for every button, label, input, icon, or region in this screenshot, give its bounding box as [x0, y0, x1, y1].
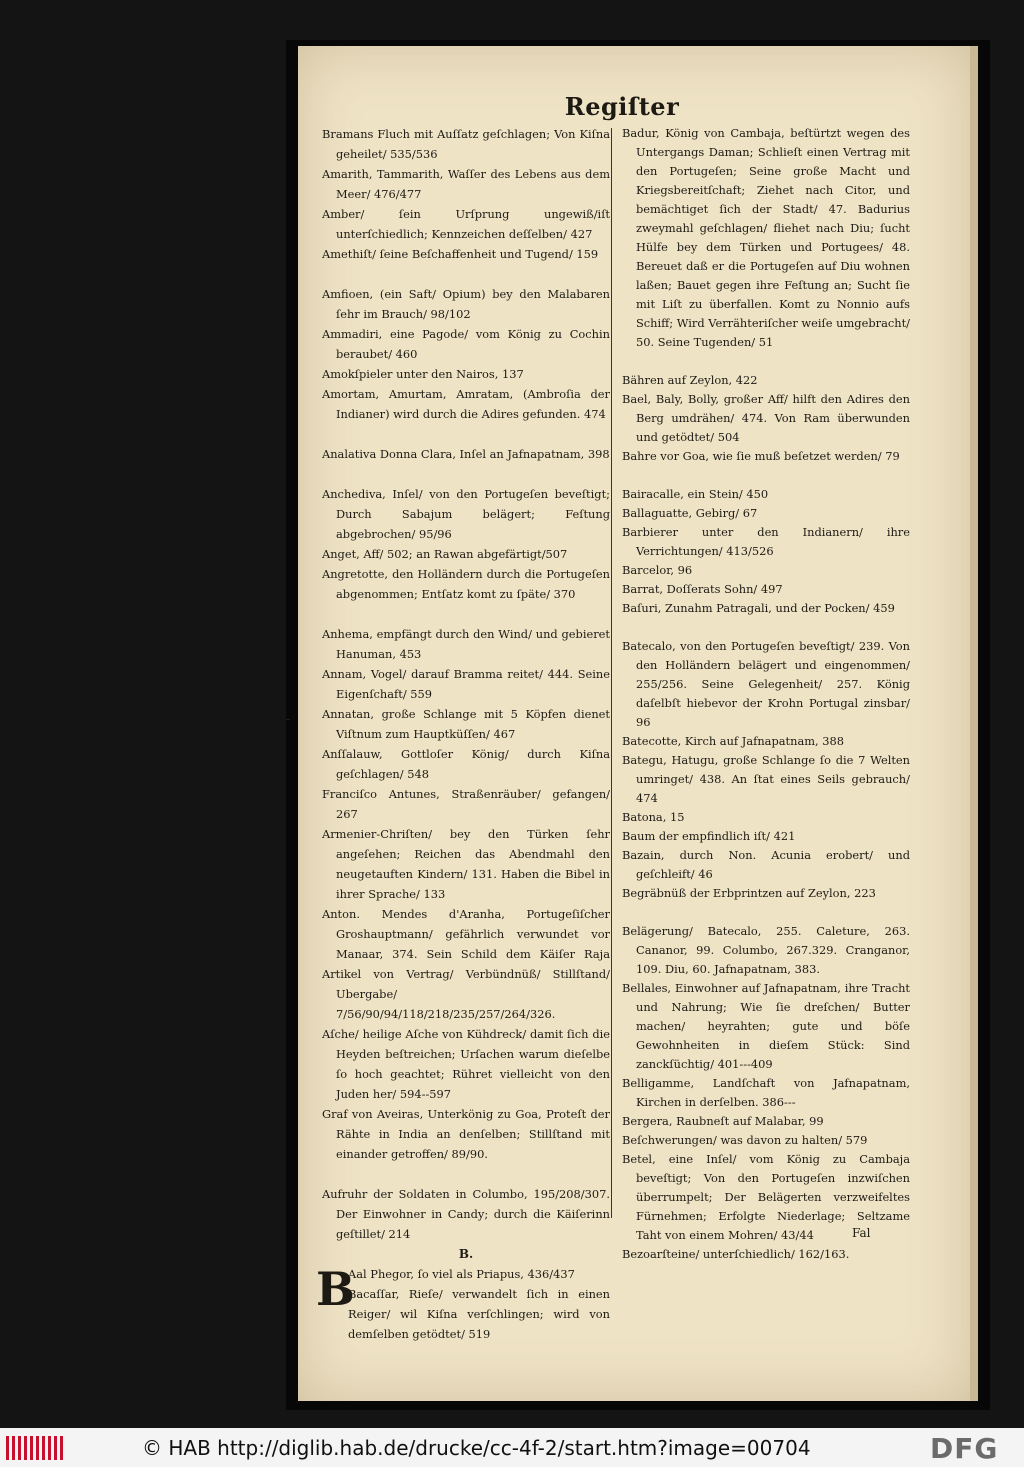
index-entry: Anchediva, Inſel/ von den Portugeſen beveſtigt; Durch Sabajum belägert; Feſtung abgebrochen/ 95/96	[322, 487, 610, 541]
column-divider	[611, 128, 612, 1218]
index-entry: Ballaguatte, Gebirg/ 67	[622, 506, 758, 520]
index-entry: Bazain, durch Non. Acunia erobert/ und geſchleift/ 46	[622, 848, 910, 881]
index-entry: Bergera, Raubneſt auf Malabar, 99	[622, 1114, 824, 1128]
index-entry: Amber/ ſein Urſprung ungewiß/iſt unterſchiedlich; Kennzeichen deſſelben/ 427	[322, 207, 610, 241]
index-entry: Betel, eine Inſel/ vom König zu Cambaja beveſtigt; Von den Portugeſen inzwiſchen überrumpelt; Der Belägerten verzweifeltes Fürnehmen; Erfolgte Niederlage; Seltzame Taht von einem Mohren/ 43/44	[622, 1152, 910, 1242]
index-entry: Baum der empfindlich iſt/ 421	[622, 829, 796, 843]
index-entry: Aufruhr der Soldaten in Columbo, 195/208/307. Der Einwohner in Candy; durch die Käiſerinn geſtillet/ 214	[322, 1187, 610, 1241]
index-entry: Bahre vor Goa, wie ſie muß beſetzet werden/ 79	[622, 449, 900, 463]
index-entry: Bairacalle, ein Stein/ 450	[622, 487, 769, 501]
index-entry: Begräbnüß der Erbprintzen auf Zeylon, 223	[622, 886, 876, 900]
running-head: Regiſter	[564, 92, 680, 121]
index-entry-text: Bacaſſar, Rieſe/ verwandelt ſich in einen Reiger/ wil Kiſna verſchlingen; wird von demſelben getödtet/ 519	[348, 1287, 610, 1341]
index-entry: Badur, König von Cambaja, beſtürtzt wegen des Untergangs Daman; Schlieſt einen Vertrag mit den Portugeſen; Seine große Macht und Kriegsbereitſchaft; Ziehet nach Citor, und bemächtiget ſich der Stadt/ 47. Badurius zweymahl geſchlagen/ fliehet nach Diu; ſucht Hülfe bey dem Türken und Portugees/ 48. Bereuet daß er die Portugeſen auf Diu wohnen laßen; Bauet gegen ihre Feſtung an; Sucht ſie mit Liſt zu überfallen. Komt zu Nonnio aufs Schiff; Wird Verrähteriſcher weiſe umgebracht/ 50. Seine Tugenden/ 51	[622, 126, 910, 349]
index-entry: Aſche/ heilige Aſche von Kühdreck/ damit ſich die Heyden beſtreichen; Urſachen warum dieſelbe ſo hoch geachtet; Rühret vielleicht von den Juden her/ 594--597	[322, 1027, 610, 1101]
index-entry: Angretotte, den Holländern durch die Portugeſen abgenommen; Entſatz komt zu ſpäte/ 370	[322, 567, 610, 601]
library-logo-icon	[6, 1436, 63, 1460]
index-entry: Armenier-Chriſten/ bey den Türken ſehr angeſehen; Reichen das Abendmahl den neugetauften Kindern/ 131. Haben die Bibel in ihrer Sprache/ 133	[322, 827, 610, 901]
page-edge	[970, 46, 978, 1401]
index-entry: Baſuri, Zunahm Patragali, und der Pocken/ 459	[622, 601, 895, 615]
drop-cap: B	[316, 1262, 355, 1316]
index-entry: Artikel von Vertrag/ Verbündnüß/ Stillſtand/ Ubergabe/ 7/56/90/94/118/218/235/257/264/326.	[322, 967, 610, 1021]
index-entry: Bähren auf Zeylon, 422	[622, 373, 758, 387]
index-entry: Barcelor, 96	[622, 563, 693, 577]
index-entry-text: Aal Phegor, ſo viel als Priapus, 436/437	[348, 1267, 575, 1281]
index-entry: Ammadiri, eine Pagode/ vom König zu Cochin beraubet/ 460	[322, 327, 610, 361]
index-entry: Amokſpieler unter den Nairos, 137	[322, 367, 524, 381]
index-entry: Franciſco Antunes, Straßenräuber/ gefangen/ 267	[322, 787, 610, 821]
index-entry: Bellales, Einwohner auf Jafnapatnam, ihre Tracht und Nahrung; Wie ſie dreſchen/ Butter machen/ heyrahten; gute und böſe Gewohnheiten in dieſem Stück: Sind zanckſüchtig/ 401---409	[622, 981, 910, 1071]
index-entry: Bramans Fluch mit Auſſatz geſchlagen; Von Kiſna geheilet/ 535/536	[322, 127, 610, 161]
index-entry: Annatan, große Schlange mit 5 Köpfen dienet Viſtnum zum Hauptküſſen/ 467	[322, 707, 610, 741]
right-column	[622, 124, 910, 1264]
footer-bar	[0, 1428, 1024, 1467]
index-entry: Batecalo, von den Portugeſen beveſtigt/ 239. Von den Holländern belägert und eingenommen/ 255/256. Seine Gelegenheit/ 257. König daſelbſt hiebevor der Krohn Portugal zinsbar/ 96	[622, 639, 910, 729]
index-entry: Amortam, Amurtam, Amratam, (Ambroſia der Indianer) wird durch die Adires gefunden. 474	[322, 387, 610, 421]
index-entry: Batecotte, Kirch auf Jafnapatnam, 388	[622, 734, 845, 748]
index-entry: Barbierer unter den Indianern/ ihre Verrichtungen/ 413/526	[622, 525, 910, 558]
index-entry: Beſchwerungen/ was davon zu halten/ 579	[622, 1133, 868, 1147]
catchword: Fal	[852, 1226, 871, 1240]
index-entry: Amfioen, (ein Saft/ Opium) bey den Malabaren ſehr im Brauch/ 98/102	[322, 287, 610, 321]
index-entry: Amarith, Tammarith, Waſſer des Lebens aus dem Meer/ 476/477	[322, 167, 610, 201]
index-entry: Analativa Donna Clara, Inſel an Jafnapatnam, 398	[322, 447, 610, 461]
index-entry: Anhema, empfängt durch den Wind/ und gebieret Hanuman, 453	[322, 627, 610, 661]
index-entry: Anſſalauw, Gottloſer König/ durch Kiſna geſchlagen/ 548	[322, 747, 610, 781]
margin-mark: -	[286, 712, 291, 726]
index-entry: Annam, Vogel/ darauf Bramma reitet/ 444. Seine Eigenſchaft/ 559	[322, 667, 610, 701]
index-entry: Bael, Baly, Bolly, großer Aff/ hilft den Adires den Berg umdrähen/ 474. Von Ram überwunden und getödtet/ 504	[622, 392, 910, 444]
index-entry: Anton. Mendes d'Aranha, Portugeſiſcher Groshauptmann/ gefährlich verwundet vor Manaar, 374. Sein Schild dem Käiſer Raja	[322, 907, 610, 961]
index-entry	[316, 1262, 610, 1344]
index-entry: Barrat, Doſſerats Sohn/ 497	[622, 582, 783, 596]
index-entry: Bategu, Hatugu, große Schlange ſo die 7 Welten umringet/ 438. An ſtat eines Seils gebrauch/ 474	[622, 753, 910, 805]
section-heading: B.	[458, 1247, 474, 1261]
index-entry: Amethiſt/ ſeine Beſchaffenheit und Tugend/ 159	[322, 247, 599, 261]
left-column	[316, 124, 610, 1344]
copyright-link[interactable]: © HAB http://diglib.hab.de/drucke/cc-4f-2/start.htm?image=00704	[142, 1436, 811, 1460]
index-entry: Batona, 15	[622, 810, 685, 824]
index-entry: Graf von Aveiras, Unterkönig zu Goa, Proteſt der Rähte in India an denſelben; Stillſtand mit einander getroffen/ 89/90.	[322, 1107, 610, 1161]
index-entry: Belligamme, Landſchaft von Jafnapatnam, Kirchen in derſelben. 386---	[622, 1076, 910, 1109]
index-entry: Belägerung/ Batecalo, 255. Caleture, 263. Cananor, 99. Columbo, 267.329. Cranganor, 109. Diu, 60. Jafnapatnam, 383.	[622, 924, 910, 976]
index-entry: Anget, Aff/ 502; an Rawan abgefärtigt/507	[322, 547, 568, 561]
index-entry: Bezoarſteine/ unterſchiedlich/ 162/163.	[622, 1247, 850, 1261]
dfg-logo: DFG	[930, 1432, 999, 1465]
